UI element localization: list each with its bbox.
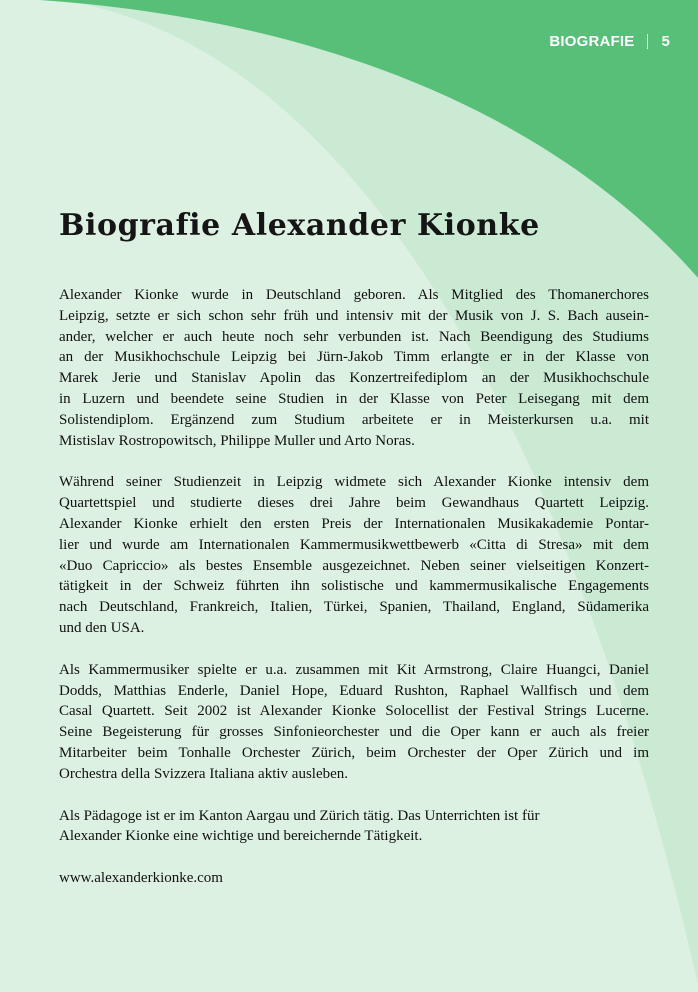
text-line: Alexander Kionke erhielt den ersten Preis der Internationalen Musikakademie Pontar- xyxy=(59,515,649,532)
text-line: «Duo Capriccio» als bestes Ensemble ausgezeichnet. Neben seiner vielseitigen Konzert- xyxy=(59,557,649,574)
text-line: tätigkeit in der Schweiz führten ihn solistische und kammermusikalische Engagements xyxy=(59,578,649,595)
page-number: 5 xyxy=(661,33,670,50)
paragraph-3 xyxy=(59,660,649,785)
text-line: Leipzig, setzte er sich schon sehr früh und intensiv mit der Musik von J. S. Bach ausein- xyxy=(59,307,649,324)
text-line: Mistislav Rostropowitsch, Philippe Muller und Arto Noras. xyxy=(59,432,415,449)
header-divider xyxy=(647,34,648,49)
text-line: Orchestra della Svizzera Italiana aktiv ausleben. xyxy=(59,765,349,782)
text-line: Während seiner Studienzeit in Leipzig widmete sich Alexander Kionke intensiv dem xyxy=(59,474,649,491)
text-line: nach Deutschland, Frankreich, Italien, Türkei, Spanien, Thailand, England, Südamerika xyxy=(59,599,649,616)
page-title: Biografie Alexander Kionke xyxy=(59,208,540,243)
text-line: Casal Quartett. Seit 2002 ist Alexander Kionke Solocellist der Festival Strings Lucerne. xyxy=(59,703,649,720)
text-line: ander, welcher er auch heute noch sehr verbunden ist. Nach Beendigung des Studiums xyxy=(59,328,649,345)
text-line: Als Kammermusiker spielte er u.a. zusammen mit Kit Armstrong, Claire Huangci, Daniel xyxy=(59,661,649,678)
paragraph-1 xyxy=(59,285,649,451)
text-line: Alexander Kionke wurde in Deutschland geboren. Als Mitglied des Thomanerchores xyxy=(59,287,649,303)
biography-body xyxy=(59,285,649,889)
text-line: Als Pädagoge ist er im Kanton Aargau und Zürich tätig. Das Unterrichten ist für xyxy=(59,807,540,824)
text-line: in Luzern und beendete seine Studien in der Klasse von Peter Leisegang mit dem xyxy=(59,390,649,407)
paragraph-2 xyxy=(59,472,649,638)
text-line: Alexander Kionke eine wichtige und bereichernde Tätigkeit. xyxy=(59,828,423,845)
text-line: Dodds, Matthias Enderle, Daniel Hope, Eduard Rushton, Raphael Wallfisch und dem xyxy=(59,682,649,699)
text-line: an der Musikhochschule Leipzig bei Jürn-Jakob Timm erlangte er in der Klasse von xyxy=(59,349,649,366)
text-line: lier und wurde am Internationalen Kammermusikwettbewerb «Citta di Stresa» mit dem xyxy=(59,536,649,553)
text-line: Seine Begeisterung für grosses Sinfonieorchester und die Oper kann er auch als freier xyxy=(59,724,649,741)
paragraph-4 xyxy=(59,806,649,848)
text-line: und den USA. xyxy=(59,619,145,636)
text-line: Marek Jerie und Stanislav Apolin das Konzertreifediplom an der Musikhochschule xyxy=(59,370,649,387)
website-link[interactable]: www.alexanderkionke.com xyxy=(59,870,223,887)
page-header xyxy=(549,33,670,50)
section-label: BIOGRAFIE xyxy=(549,33,635,50)
text-line: Quartettspiel und studierte dieses drei Jahre beim Gewandhaus Quartett Leipzig. xyxy=(59,495,649,512)
text-line: Solistendiplom. Ergänzend zum Studium arbeitete er in Meisterkursen u.a. mit xyxy=(59,411,649,428)
text-line: Mitarbeiter beim Tonhalle Orchester Zürich, beim Orchester der Oper Zürich und im xyxy=(59,744,649,761)
